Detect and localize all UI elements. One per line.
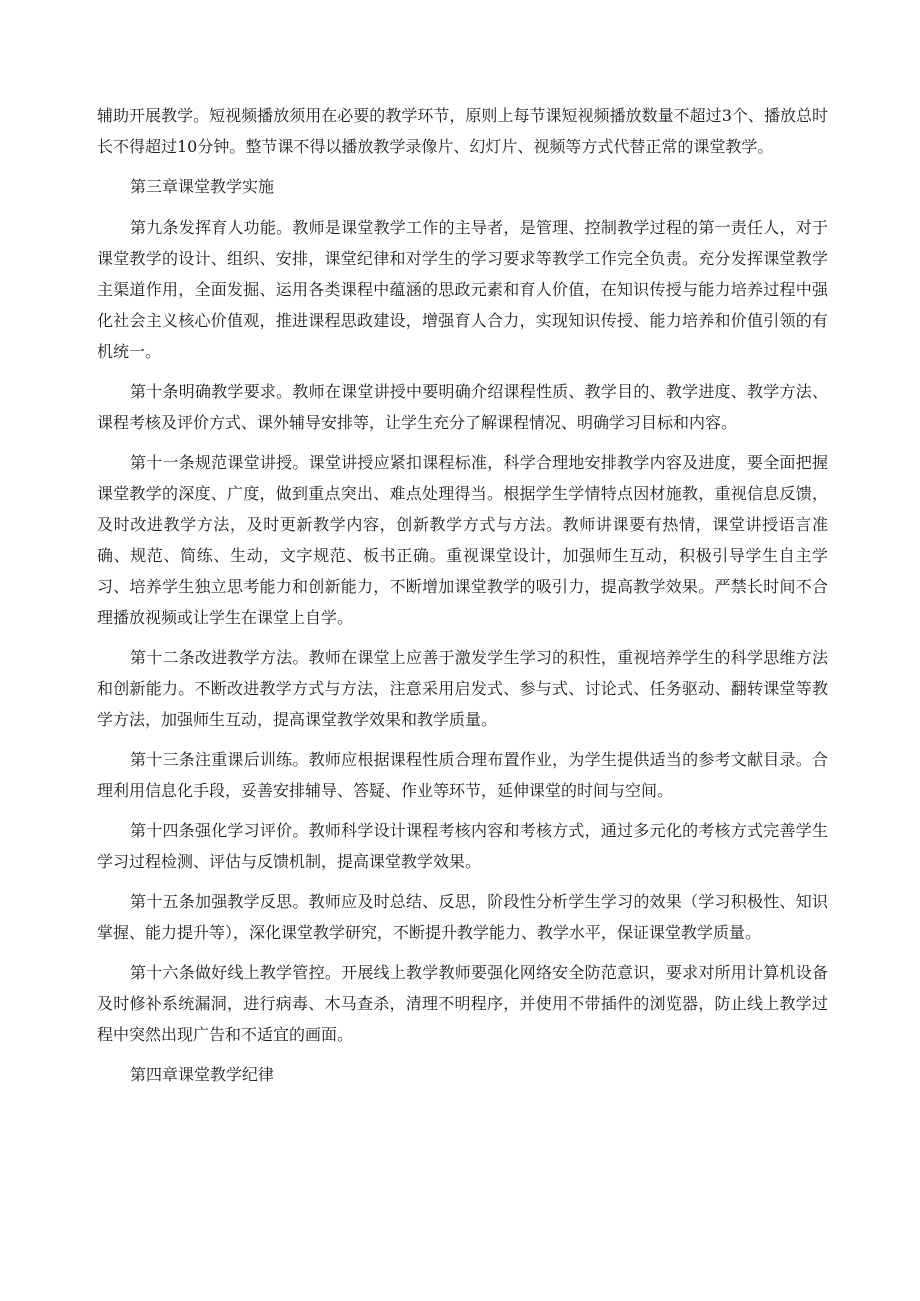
article-13: 第十三条注重课后训练。教师应根据课程性质合理布置作业，为学生提供适当的参考文献目录。合理利用信息化手段，妥善安排辅导、答疑、作业等环节，延伸课堂的时间与空间。 (97, 750, 828, 800)
chapter-heading-3: 第三章课堂教学实施 (130, 177, 275, 196)
article-9: 第九条发挥育人功能。教师是课堂教学工作的主导者，是管理、控制教学过程的第一责任人，对于课堂教学的设计、组织、安排，课堂纪律和对学生的学习要求等教学工作完全负责。充分发挥课堂教学主渠道作用，全面发掘、运用各类课程中蕴涵的思政元素和育人价值，在知识传授与能力培养过程中强化社会主义核心价值观，推进课程思政建设，增强育人合力，实现知识传授、能力培养和价值引领的有机统一。 (97, 218, 828, 361)
paragraph-continuation: 辅助开展教学。短视频播放须用在必要的教学环节，原则上每节课短视频播放数量不超过3个、播放总时长不得超过10分钟。整节课不得以播放教学录像片、幻灯片、视频等方式代替正常的课堂教学。 (97, 106, 828, 156)
article-14: 第十四条强化学习评价。教师科学设计课程考核内容和考核方式，通过多元化的考核方式完善学生学习过程检测、评估与反馈机制，提高课堂教学效果。 (97, 821, 828, 871)
article-15: 第十五条加强教学反思。教师应及时总结、反思，阶段性分析学生学习的效果（学习积极性、知识掌握、能力提升等），深化课堂教学研究，不断提升教学能力、教学水平，保证课堂教学质量。 (97, 892, 828, 942)
article-11: 第十一条规范课堂讲授。课堂讲授应紧扣课程标准，科学合理地安排教学内容及进度，要全面把握课堂教学的深度、广度，做到重点突出、难点处理得当。根据学生学情特点因材施教，重视信息反馈，及时改进教学方法，及时更新教学内容，创新教学方式与方法。教师讲课要有热情，课堂讲授语言准确、规范、简练、生动，文字规范、板书正确。重视课堂设计，加强师生互动，积极引导学生自主学习、培养学生独立思考能力和创新能力，不断增加课堂教学的吸引力，提高教学效果。严禁长时间不合理播放视频或让学生在课堂上自学。 (97, 453, 828, 627)
article-16: 第十六条做好线上教学管控。开展线上教学教师要强化网络安全防范意识，要求对所用计算机设备及时修补系统漏洞，进行病毒、木马查杀，清理不明程序，并使用不带插件的浏览器，防止线上教学过程中突然出现广告和不适宜的画面。 (97, 963, 828, 1044)
article-12: 第十二条改进教学方法。教师在课堂上应善于激发学生学习的积性，重视培养学生的科学思维方法和创新能力。不断改进教学方式与方法，注意采用启发式、参与式、讨论式、任务驱动、翻转课堂等教学方法，加强师生互动，提高课堂教学效果和教学质量。 (97, 648, 828, 729)
chapter-heading-4: 第四章课堂教学纪律 (130, 1065, 275, 1084)
article-10: 第十条明确教学要求。教师在课堂讲授中要明确介绍课程性质、教学目的、教学进度、教学方法、课程考核及评价方式、课外辅导安排等，让学生充分了解课程情况、明确学习目标和内容。 (97, 382, 828, 432)
document-body (97, 100, 828, 1100)
